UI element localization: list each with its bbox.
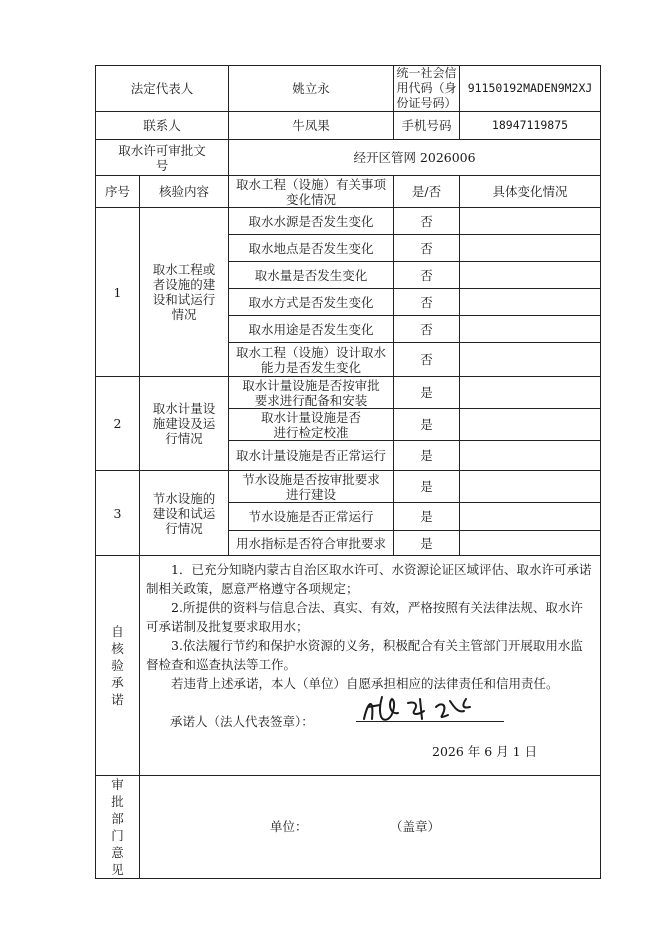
check-detail [460,208,601,235]
signature-line [356,721,504,722]
phone-value: 18947119875 [460,112,601,140]
group-item: 取水计量设施建设及运行情况 [140,377,229,471]
table-row [96,471,601,503]
contact-label: 联系人 [96,112,229,140]
handwritten-signature [358,689,508,729]
check-detail [460,503,601,531]
pledge-item-1: 1．已充分知晓内蒙古自治区取水许可、水资源论证区域评估、取水许可承诺制相关政策，愿意严格遵守各项规定； [146,562,592,596]
check-answer: 否 [394,235,460,262]
header-yes-no: 是/否 [394,176,460,208]
review-label: 审批部门意见 [96,776,140,879]
check-question: 取水水源是否发生变化 [229,208,394,235]
legal-rep-label: 法定代表人 [96,66,229,112]
contact-value: 牛凤果 [229,112,394,140]
check-answer: 否 [394,343,460,377]
header-question: 取水工程（设施）有关事项变化情况 [229,176,394,208]
group-number: 3 [96,471,140,556]
group-number: 2 [96,377,140,471]
table-row [96,208,601,235]
check-answer: 是 [394,503,460,531]
phone-label: 手机号码 [394,112,460,140]
credit-code-label-text: 统一社会信用代码（身份证号码） [396,66,457,110]
check-detail [460,235,601,262]
form-table [95,65,601,879]
check-question: 用水指标是否符合审批要求 [229,531,394,556]
check-detail [460,531,601,556]
check-detail [460,409,601,441]
legal-rep-value: 姚立永 [229,66,394,112]
check-answer: 是 [394,531,460,556]
check-detail [460,441,601,471]
table-header-row [96,176,601,208]
legal-rep-row [96,66,601,112]
pledge-item-3: 3.依法履行节约和保护水资源的义务，积极配合有关主管部门开展取用水监督检查和巡查执法等工作。 [146,638,583,672]
header-no: 序号 [96,176,140,208]
review-content [140,776,601,879]
group-item: 取水工程或者设施的建设和试运行情况 [140,208,229,377]
permit-row [96,140,601,176]
pledge-form [95,65,600,879]
check-answer: 否 [394,316,460,343]
permit-label: 取水许可审批文号 [96,140,229,176]
check-question: 节水设施是否按审批要求进行建设 [229,471,394,503]
credit-code-value: 91150192MADEN9M2XJ [460,66,601,112]
check-answer: 否 [394,289,460,316]
pledge-date: 2026 年 6 月 1 日 [432,744,538,759]
check-question: 取水地点是否发生变化 [229,235,394,262]
check-detail [460,289,601,316]
check-answer: 是 [394,409,460,441]
credit-code-label [394,66,460,112]
signer-label: 承诺人（法人代表签章）： [170,714,314,729]
check-question: 节水设施是否正常运行 [229,503,394,531]
check-answer: 否 [394,208,460,235]
group-number: 1 [96,208,140,377]
pledge-label: 自核验承诺 [96,556,140,776]
check-question: 取水计量设施是否正常运行 [229,441,394,471]
check-question: 取水计量设施是否进行检定校准 [229,409,394,441]
pledge-row [96,556,601,776]
permit-value: 经开区管网 2026006 [229,140,601,176]
check-answer: 否 [394,262,460,289]
check-detail [460,343,601,377]
check-question: 取水量是否发生变化 [229,262,394,289]
table-row [96,377,601,409]
review-row [96,776,601,879]
check-detail [460,377,601,409]
pledge-item-2: 2.所提供的资料与信息合法、真实、有效，严格按照有关法律法规、取水许可承诺制及批复要求取用水； [146,600,583,634]
check-question: 取水工程（设施）设计取水能力是否发生变化 [229,343,394,377]
review-unit-label: 单位： [270,819,308,834]
check-detail [460,316,601,343]
header-detail: 具体变化情况 [460,176,601,208]
review-seal-label: （盖章） [390,819,441,834]
check-answer: 是 [394,471,460,503]
group-item: 节水设施的建设和试运行情况 [140,471,229,556]
pledge-content [140,556,601,776]
contact-row [96,112,601,140]
header-item: 核验内容 [140,176,229,208]
check-detail [460,471,601,503]
check-detail [460,262,601,289]
pledge-item-4: 若违背上述承诺，本人（单位）自愿承担相应的法律责任和信用责任。 [171,676,559,691]
check-answer: 是 [394,377,460,409]
check-question: 取水方式是否发生变化 [229,289,394,316]
check-question: 取水计量设施是否按审批要求进行配备和安装 [229,377,394,409]
check-answer: 是 [394,441,460,471]
check-question: 取水用途是否发生变化 [229,316,394,343]
